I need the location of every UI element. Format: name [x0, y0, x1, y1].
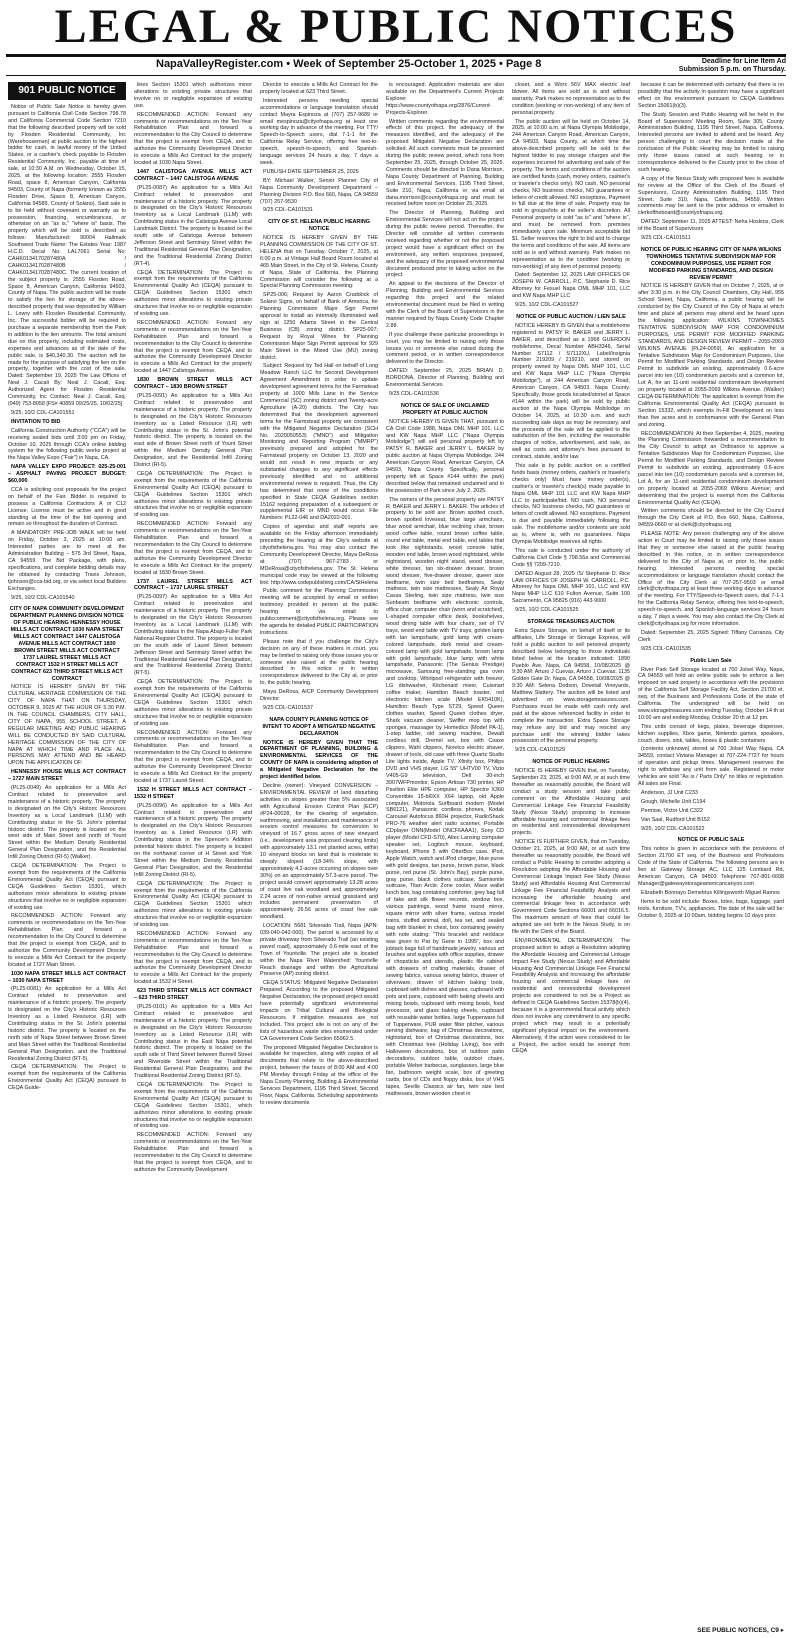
notice-paragraph: Extra Space Storage, on behalf of itself or its affiliates, Life Storage or Storage Express, will hold a public auction to sell personal property described below belonging to those individuals listed below at the location indicated: 1890 Pueblo Ave. Napa, CA 94558, 10/08/2025 @ 9:30 AM: Arturo J Cuevas, Arturo J Cuevas. 1135 Golden Gate Dr. Napa, CA 94558, 10/08/2025 @ 9:30 AM: Selena Dodson, Dovetail Vineyards, Matthew Slattery. The auction will be listed and advertised on www.storagetreasures.com. Purchases must be made with cash only and paid at the above referenced facility in order to complete the transaction. Extra Space Storage may refuse any bid and may rescind any purchase until the winning bidder takes possession of the personal property.	[512, 627, 630, 745]
notice-paragraph: NOTICE IS HEREBY GIVEN BY THE CULTURAL HERITAGE COMMISSION OF THE CITY OF NAPA THAT ON THURSDAY, OCTOBER 9, 2025 AT THE HOUR OF 5:30 P.M. IN THE COUNCIL CHAMBERS, CITY HALL, CITY OF NAPA, 955 SCHOOL STREET, A REGULAR MEETING AND PUBLIC HEARING WILL BE CONDUCTED BY SAID CULTURAL HERITAGE COMMISSION OF THE CITY OF NAPA AT WHICH TIME AND PLACE ALL PERSONS MAY ATTEND AND BE HEARD UPON THE APPLICATION OF:	[8, 684, 126, 767]
notice-paragraph: NOTICE IS HEREBY GIVEN that, on Tuesday, September 23, 2025, at 9:00 AM, or at such time thereafter as reasonably possible, the Board will conduct a study session and take public comment on the Affordable Housing and Commercial Linkage Fee Financial Feasibility Study (Nexus Study) proposing to increase affordable housing and commercial linkage fees on residential and nonresidential development projects.	[512, 768, 630, 837]
notice-paragraph: 1737 LAUREL STREET MILLS ACT CONTRACT – 1737 LAUREL STREET	[134, 578, 252, 592]
notice-paragraph: NOTICE IS HEREBY GIVEN that on October 7, 2025, at or after 3:30 p.m. in the City Council Chambers, City Hall, 955 School Street, Napa, California, a public hearing will be conducted by the City Council of the City of Napa at which time and place all persons may attend and be heard upon the following application: WILKINS TOWNHOMES TENTATIVE SUBDIVISION MAP FOR CONDOMINIUM PURPOSES, USE PERMIT FOR MODIFIED PARKING STANDARDS, AND DESIGN REVIEW PERMIT – 2055-2069 WILKINS AVENUE (PL24-0059). An application for a Tentative Subdivision Map for Condominium Purposes, Use Permit for Modified Parking Standards, and Design Review Permit to subdivide an existing, approximately 0.6-acre parcel into ten (10) condominium parcels and a common lot, Lot A, for an 11-unit residential condominium development on property located at 2055-2069 Wilkins Avenue. (Walker) CEQA DETERMINATION: The application is exempt from the California Environmental Quality Act (CEQA) pursuant to Section 15332, which exempts In-Fill Development on less than five acres and in conformance with the General Plan and zoning.	[638, 283, 784, 428]
notice-paragraph: NOTICE IS HEREBY GIVEN BY THE PLANNING COMMISSION OF THE CITY OF ST. HELENA that on Tuesday, October 7, 2025, at 6:00 p.m. at Vintage Hall Board Room located at 465 Main Street, in the City of St. Helena, County of Napa, State of California, the Planning Commission will consider the following at a Special Planning Commission meeting:	[260, 235, 378, 290]
notice-paragraph: The public auction will be held on October 14, 2025, at 10:00 a.m. at Napa Olympia Mobilodge, 244 American Canyon Road, American Canyon, CA 94503, Napa County, at which time the above-described property will be sold to the highest bidder to pay storage charges and the expenses incurred for advertising and sale of the property. The terms and conditions of the auction are certified funds (cash, money orders, cashier's or traveler's checks only). NO cash, NO personal checks, NO business checks, NO guarantees or letters of credit allowed. NO exceptions. Payment in full due at the time of sale. Property may be sold in groups/lots at the seller's discretion. All Personal property is sold "as is" and "where is", and must be removed from premises immediately upon sale. Minimum acceptable bid $1. Seller reserves the right to bid and to change the terms and conditions of the sale. All items are sold as is and without warranty. Park makes no representation as to the condition (working or non-working) of any item of personal property.	[512, 118, 630, 270]
notice-paragraph: RECOMMENDED ACTION: Forward any comments or recommendations on the Ten-Year Rehabilitation Plan and forward a recommendation to the City Council to determine that the project is exempt from CEQA, and to authorize the Community Development Director to execute a Mills Act Contract for the property located at 1727 Main Street.	[8, 913, 126, 968]
column-2	[134, 82, 252, 1628]
notice-heading: NOTICE OF SALE OF UNCLAIMED PROPERTY AT PUBLIC AUCTION	[400, 402, 490, 416]
deadline-note	[679, 58, 786, 74]
notice-paragraph: Notice of Public Sale Notice is hereby given pursuant to California Civil Code Section 798.78 and California Commercial Code Section 7210 that the following described property will be sold by Flosden Residential Community, Inc (Warehouseman) at public auction to the highest bidder for cash, in lawful money of the United States, or a cashier's check payable to Flosden Residential Community, Inc. payable at time of sale, at 10:30 A.M. on Wednesday, October 15, 2025, at the following location: 2555 Flosden Road, space 8, American Canyon, California 94503, County of Napa (formerly known as 2555 Flosden Drive, Space 8, American Canyon, California 94589, County of Solano). Said sale is to be held without covenant or warranty as to possession, financing, encumbrances, or otherwise on an "as is," "where is" basis. The property which will be sold is described as follows: Manufactured: 90004 Hallmark Southwest Trade Name: The Estates Year: 1987 H.C.D. Decal No: LAL7061 Serial No: CAHK0134170287480A / CAHK0134170287480B / CAHK0134170287480C. The current location of the subject property is: 2555 Flosden Road, Space 8, American Canyon, California 94503, County of Napa. The public auction will be made to satisfy the lien for storage of the above-described property that was deposited by William L. Lowry with Flosden Residential Community, Inc. The successful bidder will be required to purchase a separate membership from the Park in addition to the lien amounts. The total amount due on this property, including estimated costs, expenses and advances as of the date of the public sale, is $40,340.30. The auction will be made for the purpose of satisfying the lien on the property, together with the cost of the sale. Dated: September 19, 2025 The Law Offices of Neal J. Cacali By: Neal J. Cacali, Esq. Authorized Agent for Flosden Residential Community, Inc Contact: Neal J. Cacali, Esq. (949) 753-8058 [FS# 40859 09/25/25, 10/02/25]	[8, 104, 126, 407]
notice-paragraph: CEQA DETERMINATION: The Project is exempt from the requirements of the California Environmental Quality Act (CEQA) pursuant to CEQA Guidelines Section 15301 which authorizes minor alterations to existing private structures that involve no or negligible expansion of existing use.	[134, 470, 252, 519]
notice-paragraph: (PL25-0049) An application for a Mills Act Contract related to preservation and maintenance of a historic property. The property is designated on the City's Historic Resources Inventory as a Local Landmark (LLM) with Contributing status in the St. John's potential historic district. The property is located on the west side of Main Street and north of Yount Street within the Medium Density Residential General Plan Designation, and the Residential Infill Zoning District (RI-5) (Walker).	[8, 785, 126, 861]
notice-paragraph: Subject: Request by Ted Hall on behalf of Long Meadow Ranch LLC for Second Development Agreement Amendment in order to update development agreement terms for the Farmstead property at 1000 Mills Lane in the Service Commercial (SC) zoning district and Twenty-acre Agriculture (A-20) districts. The City has determined that the development agreement terms for the Farmstead property are consistent with the Mitigated Negative Declaration (SCH No. 2020050553) ("MND") and Mitigation Monitoring and Reporting Program ("MMRP") previously prepared and adopted for the Farmstead property on October 13, 2020 and would not result in new impacts or any substantial changes to any significant effects previously identified and no additional environmental review is required. Thus, the City has determined that none of the conditions specified in State CEQA Guidelines section 15162 requiring preparation of a subsequent or supplemental EIR or MND would occur. File Numbers: PL22-046 and DA2022-001.	[260, 363, 378, 522]
notice-paragraph: Anderson, JJ Unit C233	[641, 789, 698, 796]
notice-paragraph: PUBLISH DATE SEPTEMBER 25, 2025	[263, 168, 359, 175]
notice-paragraph: INVITATION TO BID	[11, 418, 61, 425]
notice-paragraph: Dated: September 12, 2025 LAW OFFICES OF JOSEPH W. CARROLL, P.C. Stephanie D. Rice Attorney for Fesuel Napa OML MHP 101, LLC and KW Napa MHP LLC	[512, 272, 630, 300]
notice-heading: CITY OF ST. HELENA PUBLIC HEARING NOTICE	[268, 219, 370, 233]
column-4	[386, 82, 504, 1628]
notice-paragraph: An appeal to the decisions of the Director of Planning, Building and Environmental Services regarding this project and the related environmental document must be filed in writing with the Clerk of the Board of Supervisors in the manner required by Napa County Code Chapter 2.88.	[386, 281, 504, 329]
notice-paragraph: Written comments regarding the environmental effects of this project, the adequacy of the measures identified, and the adequacy of the proposed Mitigated Negative Declaration are solicited. All such comments must be presented during the public review period, which runs from September 25, 2025, through October 25, 2025. Comments should be directed to Dana Morrison, Napa County Department of Planning, Building and Environmental Services, 1195 Third Street, Suite 210, Napa, California or via email at dana.morrison@countyofnapa.org and must be received before noon on October 25, 2025.	[386, 118, 504, 208]
notice-paragraph: The proposed Mitigated Negative Declaration is available for inspection, along with copies of all documents that relate to the above-described project, between the hours of 8:00 AM and 4:00 PM Monday through Friday at the office of the Napa County Planning, Building & Environmental Services Department, 1195 Third Street, Second Floor, Napa, California. Scheduling appointments to review documents	[260, 1044, 378, 1106]
notice-paragraph: is encouraged. Application materials are also available on the Department's Current Projects Explorer at: https://www.countyofnapa.org/2876/Current-Projects-Explorer.	[386, 82, 504, 116]
notice-paragraph: A MANDATORY PRE-JOB WALK will be held on Friday, October 3, 2025 at 10:00 am. Interested parties are to meet at the Administration Building – 575 3rd Street, Napa, CA 94559. The Bid Package, with plans, specifications, and complete bidding details may be obtained by contacting Travis Johnson, tjohnson@cca-bid.org, or via select local Builders Exchanges.	[8, 530, 126, 592]
notice-paragraph: A copy of the Nexus Study with proposed fees is available for review at the Office of the Clerk of the Board of Supervisors, County Administration Building, 1195 Third Street, Suite 310, Napa, California, 94559. Written comments may be sent to the prior address or emailed to clerkoftheboard@countyofnapa.org.	[638, 175, 784, 217]
masthead	[0, 0, 792, 73]
notice-paragraph: 1447 CALISTOGA AVENUE MILLS ACT CONTRACT – 1447 CALISTOGA AVENUE	[134, 168, 252, 182]
notice-paragraph: RECOMMENDED ACTION: Forward any comments or recommendations on the Ten-Year Rehabilitation Plan and forward a recommendation to the City Council to determine that the project is exempt from CEQA, and to authorize the Community Development Director to execute a Mills Act Contract for the property located at 1447 Calistoga Avenue.	[134, 319, 252, 375]
notice-paragraph: Dated: September 25, 2025 Signed: Tiffany Carranza, City Clerk	[638, 629, 784, 643]
notice-paragraph: 9/25 CDL-CA101531	[263, 207, 314, 214]
notice-paragraph: PLEASE NOTE: Any person challenging any of the above action in Court may be limited to raising only those issues that they or someone else raised at the public hearing described in this notice, or in written correspondence delivered to the City of Napa at, or prior to, the public hearing. Interested persons needing special accommodations or language translation should contact the Office of the City Clerk at 707-257-9503 or email clerk@cityofnapa.org at least three working days in advance of the meeting. For TTY/Speech-to-Speech users, dial 7-1-1 for the California Relay Service, offering free text-to-speech, speech-to-speech, and Spanish-language services 24 hours a day, 7 days a week. You may also contact the City Clerk at clerk@cityofnapa.org for more information.	[638, 531, 784, 627]
notice-paragraph: Written comments should be directed to the City Council through the City Clerk at P.O. Box 660, Napa, California, 94559-0660 or at clerk@cityofnapa.org	[638, 508, 784, 529]
notice-paragraph: Elizabeth Bonnayo Demetrius Killingsworth Miguel Ramos	[641, 889, 780, 896]
masthead-rule-bottom	[6, 75, 786, 76]
notice-paragraph: RECOMMENDED ACTION: Forward any comments or recommendations on the Ten-Year Rehabilitation Plan and forward a recommendation to the City Council to determine that the project is exempt from CEQA, and to authorize the Community Development Director to execute a Mills Act Contract for the property located at 1532 H Street.	[134, 930, 252, 986]
notice-paragraph: 9/25 CDL-CA101511	[641, 235, 691, 242]
notice-heading: NOTICE OF PUBLIC HEARING	[532, 759, 610, 766]
column-5	[512, 82, 630, 1628]
notice-heading: NOTICE OF PUBLIC HEARING CITY OF NAPA WILKINS TOWNHOMES TENTATIVE SUBDIVISION MAP FOR CONDOMINIUM PURPOSES, USE PERMIT FOR MODIFIED PARKING STANDARDS, AND DESIGN REVIEW PERMIT	[640, 246, 782, 281]
column-6	[638, 82, 784, 1628]
notice-paragraph: River Park Self Storage located at 700 Jolsel Way, Napa, CA 94559 will hold an online public sale to enforce a lien imposed on said property in accordance with the provisions of the California Self Storage Facility Act, Section 21700 et. seq. of the Business and Professions Code of the state of California. The undersigned will be held on www.storagetreasures.com ending Tuesday, October 14 th at 10:00 am and ending Monday, October 20 th at 12 pm.	[638, 666, 784, 721]
notice-paragraph: Permise, Victor Unit C322	[641, 807, 703, 814]
notice-paragraph: CEQA DETERMINATION: The Project is exempt from the requirements of the California Environmental Quality Act (CEQA) pursuant to CEQA Guidelines Section 15301 which authorizes minor alterations to existing private structures that involve no or negligible expansion of existing use.	[134, 880, 252, 929]
notice-paragraph: closet, and a Worx 56V MAX electric leaf blower. All items are sold as is and without warranty. Park makes no representation as to the condition (working or non-working) of any item of personal property.	[512, 82, 630, 116]
notice-heading: NAPA COUNTY PLANNING NOTICE OF INTENT TO ADOPT A MITIGATED NEGATIVE DECLARATION	[262, 716, 376, 737]
section-banner: 901 PUBLIC NOTICE	[8, 82, 126, 100]
notice-paragraph: NOTICE HEREBY IS GIVEN that a mobilehome registered to PATSY R. BAKER and JERRY L. BAKER, and described as a 1968 GUERDON mobilehome, Decal Number ABH3346, Serial Number S7112 / S7112XU, Label/Insignia Number 219209 / 219210, and stored on property owned by Napa OML MHP 101, LLC and KW Napa MHP LLC ("Napa Olympia Mobilodge"), at 244 American Canyon Road, American Canyon, CA 94503, Napa County. Specifically, those goods located/stored at Space #144 within the park) will be sold by public auction at the Napa Olympia Mobilodge on October 14, 2025, at 10:30 a.m. and such succeeding sale days as may be necessary, and the proceeds of the sale will be applied to the satisfaction of the lien, including the reasonable charges of notice, advertisement, and sale, as well as costs and attorney's fees pursuant to contract, statute, and/or law.	[512, 322, 630, 461]
notice-paragraph: HENNESSY HOUSE MILLS ACT CONTRACT – 1727 MAIN STREET	[8, 769, 126, 783]
notice-heading: CITY OF NAPA COMMUNITY DEVELOPMENT DEPARTMENT PLANNING DIVISION NOTICE OF PUBLIC HEARING HENNESSY HOUSE MILLS ACT CONTRACT 1030 NAPA STREET MILLS ACT CONTRACT 1447 CALISTOGA AVENUE MILLS ACT CONTRACT 1830 BROWN STREET MILLS ACT CONTRACT 1737 LAUREL STREET MILLS ACT CONTRACT 1532 H STREET MILLS ACT CONTRACT 623 THIRD STREET MILLS ACT CONTRACT	[9, 606, 125, 682]
notice-paragraph: CEQA DETERMINATION: The Project is exempt from the requirements of the California Environmental Quality Act (CEQA) pursuant to CEQA Guide-	[8, 1064, 126, 1092]
notice-paragraph: 1830 BROWN STREET MILLS ACT CONTRACT – 1830 BROWN STREET	[134, 377, 252, 391]
notice-paragraph: This notice is given in accordance with the provisions of Section 21700 ET seq. of the Business and Professions Code of the State of California. The following persons are in lien at: Gateway Storage AC, LLC 125 Lombard Rd, American Canyon, CA 94503 Telephone 707-801-0608 Manager@gatewaystorageamericancanyon.com	[638, 846, 784, 887]
notice-paragraph: This sale is by public auction on a certified funds basis (money orders, cashier's or traveler's checks only) Must have money order(s), cashier's or traveler's check(s) made payable to Napa OML MHP 101 LLC and KW Napa MHP LLC to participate/bid. NO cash, NO personal checks, NO business checks, NO guarantees or letters of credit allowed. NO exceptions. Payment is due and payable immediately following the sale. The mobilehome and/or contents are sold as is, where is, with no guarantees. Napa Olympia Mobilodge reserves all rights.	[512, 463, 630, 545]
notice-paragraph: Copies of agendas and staff reports are available on the Friday afternoon immediately preceding the hearing at the City's website at cityofsthelena.gov. You may also contact the Community Development Director, Maya DeRosa at (707) 967-2783 or MDeRosa@cityofsthelena.gov. The St. Helena municipal code may be viewed at the following link: http://www.codepublishing.com/CA/StHelena	[260, 524, 378, 586]
masthead-rule	[6, 54, 786, 57]
notice-paragraph: Please note that if you challenge the City's decision on any of these matters in court, you may be limited to raising only those issues you or someone else raised at the public hearing described in this notice or in written correspondence delivered to the City at, or prior to, the public hearing.	[260, 638, 378, 687]
notice-paragraph: 9/25 CDL-CA101536	[389, 390, 440, 397]
notice-heading: STORAGE TREASURES AUCTION	[527, 619, 615, 626]
notice-paragraph: 9/25, 10/2 CDL-CA101522	[641, 825, 705, 832]
notice-paragraph: (PL25-0101) An application for a Mills Act Contract related to preservation and maintenance of a historic property. The property is designated on the City's Historic Resources Inventory as a Listed Resource (LR) with Contributing status in the East Napa potential historic district. The property is located on the south side of Third Street between Burnell Street and Riverside Street within the Traditional Residential General Plan Designation, and the Traditional Residential Zoning District (RT-5).	[134, 1004, 252, 1080]
notice-paragraph: Items to be sold include: Boxes, totes, bags, luggage, yard tools, furniture, TV's, appliances. The date of the sale will be: October 9, 2025 at 10:00am, bidding begins 10 days prior.	[638, 898, 784, 919]
notice-paragraph: 9/25 CDL-CA101537	[263, 704, 314, 711]
notice-paragraph: CEQA DETERMINATION: The Project is exempt from the requirements of the California Environmental Quality Act (CEQA) pursuant to CEQA Guidelines Section 15301 which authorizes minor alterations to existing private structures that involve no or negligible expansion of existing use.	[134, 679, 252, 727]
notice-paragraph: CEQA DETERMINATION: The Project is exempt from the requirements of the California Environmental Quality Act (CEQA) pursuant to CEQA Guidelines Section 15301, which authorizes minor alterations to existing private structures that involve no or negligible expansion of existing use.	[134, 1081, 252, 1130]
website-link[interactable]: NapaValleyRegister.com	[156, 58, 284, 70]
notice-paragraph: Director to execute a Mills Act Contract for the property located at 623 Third Street.	[260, 82, 378, 95]
notice-paragraph: CEQA DETERMINATION: The Project is exempt from the requirements of the California Environmental Quality Act (CEQA) pursuant to CEQA Guidelines Section 15301, which authorizes minor alterations to existing private structures that involve no or negligible expansion of existing use.	[8, 863, 126, 911]
notice-paragraph: CCA is soliciting cost proposals for the project on behalf of the Fair. Bidder is required to possess a California Contractors A or C12 License. License must be active and in good standing at the time of the bid opening and remain so throughout the duration of Contract.	[8, 486, 126, 528]
masthead-subline	[6, 58, 786, 73]
notice-paragraph: (PL25-0087) An application for a Mills Act Contract related to preservation and maintenance of a historic property. The property is designated on the City's Historic Resources Inventory as a Local Landmark (LLM) with Contributing status in the Calistoga Avenue Local Landmark District. The property is located on the south side of Calistoga Avenue between Jefferson Street and Seminary Street within the Traditional Residential General Plan Designation, and the Traditional Residential Zoning District (RT-4).	[134, 184, 252, 267]
notice-paragraph: (contents unknown) stored at 700 Jolsel Way Napa, CA 94559, contact Viviana Manager at 707-224-7727 for hours of operation and pickup times. Management reserves the right to withdraw any unit from sale. Registered or motor vehicles are sold "As is / Parts Only" no titles or registration. All sales are Final.	[638, 746, 784, 787]
masthead-subline-text: NapaValleyRegister.com • Week of September 25-October 1, 2025 • Page 8	[156, 58, 542, 70]
notice-paragraph: RECOMMENDED ACTION: Forward any comments or recommendations on the Ten-Year Rehabilitation Plan and forward a recommendation to the City Council to determine that the project is exempt from CEQA, and to authorize the Community Development	[134, 1132, 252, 1173]
column-3	[260, 82, 378, 1628]
notice-paragraph: 9/25, 10/2 CDL-CA101551	[11, 409, 75, 416]
deadline-line-2: Submission 5 p.m. on Thursday.	[678, 66, 786, 73]
notice-heading: NOTICE OF PUBLIC AUCTION / LIEN SALE	[516, 314, 626, 320]
deadline-line-1: Deadline for Line Item Ad	[701, 58, 786, 65]
column-1	[8, 82, 126, 1628]
notice-paragraph: Van Saal, Rudford Unit B152	[641, 816, 710, 823]
notice-paragraph: Maya DeRosa, AICP Community Development Director	[260, 689, 378, 703]
notice-paragraph: (PL25-0091) An application for a Mills Act Contract related to preservation and maintenance of a historic property. The property is designated on the City's Historic Resources Inventory as a Listed Resource (LR) with Contributing status in the St. John's potential historic district. The property is located on the east side of Brown Street north of Yount Street within the Medium Density General Plan Designation, and the Residential Infill Zoning District (RI-5).	[134, 392, 252, 469]
notice-paragraph: 9/25, 10/2 CDL-CA101527	[515, 302, 579, 309]
notice-paragraph: (PL25-0081) An application for a Mills Act Contract related to preservation and maintenance of a historic property. The property is designated on the City's Historic Resources Inventory as a Listed Resource (LR) with Contributing status in the St. John's potential historic district. The property is located on the north side of Napa Street between Brown Street and Main Street within the Traditional Residential General Plan Designation, and the Traditional Residential Zoning District (RT-5).	[8, 986, 126, 1062]
notice-paragraph: 9/25 CDL-CA101535	[641, 645, 692, 652]
notice-paragraph: This units consist of kegs, plates, beverage dispenser, kitchen supplies, Xbox game, Nintendo games, speakers, couch, divers, sink, tables, boxes & plastic containers	[638, 723, 784, 744]
notice-paragraph: NOTICE HEREBY IS GIVEN THAT, pursuant to CA Civil Code 1988, Napa OML MHP 101, LLC and KW Napa MHP LLC ("Napa Olympia Mobilodge") will sell personal property left by PATSY R. BAKER and JERRY L. BAKER by public auction at Napa Olympia Mobilodge, 244 American Canyon Road, American Canyon, CA 94503, Napa County. Specifically, personal property left at Space #144 within the park) described below that remained unclaimed and in the possession of Park since July 2, 2025.	[386, 418, 504, 494]
notice-paragraph: 9/25, 10/2 CDL-CA101525	[515, 607, 579, 614]
notice-paragraph: (PL25-0097) An application for a Mills Act Contract related to preservation and maintenance of a historic property. The property is designated on the City's Historic Resources Inventory as a Local Landmark (LLM) with Contributing status in the Napa Abajo-Fuller Park National Register District. The property is located on the south side of Laurel Street between Jefferson Street and Seminary Street within the Traditional Residential General Plan Designation, and the Traditional Residential Zoning District (RT-5).	[134, 594, 252, 677]
notice-paragraph: NOTICE IS FURTHER GIVEN, that on Tuesday, October 21, 2025, at 9:00 AM, or at such time thereafter as reasonably possible, the Board will conduct a Public Hearing to consider adopting a Resolution adopting the Affordable Housing and Commercial Linkage Impact Fee Study (Nexus Study) and Affordable Housing And Commercial Linkage Fee Financial Feasibility Analysis and increasing the affordable housing and commercial linkage fees in accordance with Government Code Sections 66001 and 66016.5. The maximum amount of fees that could be adopted are set forth in the Nexus Study, is on file with the Clerk of the Board.	[512, 839, 630, 936]
notice-paragraph: The owners of the personal property are PATSY R. BAKER and JERRY L. BAKER. The articles of property to be sold are: Brown spotted couch, brown spotted loveseat, blue large armchairs, blue wood armchair, blue reclining chair, brown wood coffee table, round brown coffee table, round end table, metal end table, end tables that look like nightstands, wood console table, wooden end table, brown wood nightstand, white nightstand, wooden night stand, wood dresser, white dresser, tan six-drawer dresser, brown wood dresser, five-drawer dresser, queen size bedframe, twin size bed bedframes, Sealy mattress, twin size mattresses, Sealy Air Royal Cassa Sterling, twin size mattress, twin size Sunbeam bedframe with electronic controls, office chair, computer chair (worn and scratched), L-shaped computer office desk, bookshelves, wood dining table with four chairs, set of TV trays, wood end table with TV trays, golden lamp with tan lampshade, gold lamp with cream-colored lampshade, dark metal and cream-colored lamp with gold lampshade, brown lamp with gold lampshade, blue lamp with white lampshade, Panasonic (The Genius Prestige) microwave, Samsung free-standing gas oven and cooktop, Whirlpool refrigerator with freezer, LG dishwasher, Kitchenaid mixer, Cuisinart coffee maker, Hamilton Beach toaster, red electronic kitchen scale (Model EK5410K), Hamilton Beach Type ST29, Speed Queen clothes washer, Speed Queen clothes dryer, Shark vacuum cleaner, Swiffer mop top with sponges, massager by Homedics (Model PA-1), 1-step ladder, old sewing machine, Dewalt cordless drill, Dremel set, box with Coaxe clippers, Wahl clippers, Norelco electric shaver, drawer of tools, old case with three Quartz Studio Lite lights inside, Apple TV, Xfinity box, Philips DVD and VHS player, LG 55" UHTV00 TV, Vizio V405-G9 television, Dell 30-inch 3007WFPmonitor, Epson Artisan 730 printer, HP Pavilion Elite HPE computer, HP Spectre X360 Convertible 15-bl0XX X64 laptop, old Apple computer, Motorola Surfboard modem (Model SB6121), Panasonic cordless phones, Kodak Carousel Autofocus 860H projector, RadioShack PRO-76 weather alert radio scanner, Portable CDplayer ONN(Model ONCF6AAA1), Sony CD player (Model CFD-S70), Altec Lansing computer speaker set, Logitech mouse, keyboard, keyboard, iPhone 5 with OtterBox case, iPod, Apple Watch, watch and iPod charger, blue purse with gold designs, tan purse, brown purse, black purse, red purse (St. John's Bay), purple purse, gray purse, black clothes suitcase, Samsonite suitcase, Titan Arctic Zone cooler, Mace wallet lunch box, bag containing comforter, grey bag full of fake and silk flower records, window box, various paintings, wood frame round mirror, square mirror with silver frame, various model trains, stuffed animal, doll, tea set, and sealed bag with blanket in chest, box containing jewelry with note stating: "This bracelet and necklace was given to Pat by Gene in 1995", box and jobtack bags full of handmade jewelry, various art brushes and supplies with office supplies, drawer of chopsticks and utensils, plastic file cabinet with drawers of crafting materials, drawer of sewing fabrics, various sewing fabrics, drawer of silverware, drawer of kitchen baking tools, cupboard with dishes and glasses, cupboard with pots and pans, cupboard with baking sheets and mixing bowls, cupboard with mixing bowls, food processor, and glass baking sheets, cupboard with reusable water bottles, large Tupperware full of Tupperware, PUR water filter pitcher, various serving dishware, bag of Christmas decorations, nightstand, box of Christmas decorations, box with Christmas tree (Holiday Living), box with Halloween decorations, box of outdoor patio decorations, outdoor table, outdoor chairs, portable Weber barbecue, sunglasses, large blue fan, bathroom weight scale, box of greeting cards, box of CDs and floppy disks, box of VHS tapes, Seville Classics air fan, twin size bed mattresses, brown wooden chest in	[386, 496, 504, 1097]
notice-paragraph: BY: Michael Walker, Senior Planner City of Napa Community Development Department – Planning Division P.O. Box 660, Napa, CA 94559 (707) 257-9530	[260, 177, 378, 205]
page-number: Page 8	[505, 58, 542, 70]
notice-paragraph: Public comment for the Planning Commission meeting will be accepted by email or written testimony provided in person at the public hearing or via email to publiccomment@cityofsthelena.org. Please see the agenda for detailed PUBLIC PARTICIPATION instructions.	[260, 588, 378, 636]
notice-paragraph: SP25-006; Request by Aaron Craddock of Solano Signs, on behalf of Bank of America, for Planning Commission Major Sign Permit approval to install an internally illuminated wall sign at 1250 Adams Street in the Central Business (CB) zoning district. SP25-007; Request by Royal Wines for Planning Commission Major Sign Permit approval for 929 Main Street in the Mixed Use (MU) zoning district.	[260, 292, 378, 361]
notice-paragraph: California Construction Authority ("CCA") will be receiving sealed bids until 3:00 pm on Friday, October 10, 2025 through CCA's online bidding system for the following public works project at the Napa Valley Expo ("Fair") in Napa, CA.	[8, 427, 126, 462]
notice-heading: Public Lien Sale	[690, 657, 732, 664]
masthead-title: LEGAL & PUBLIC NOTICES	[54, 0, 738, 53]
notice-paragraph: If you challenge these particular proceedings in court, you may be limited to raising only those issues you or someone else raised during the comment period, or in written correspondence delivered to the Director.	[386, 331, 504, 366]
week-info: Week of September 25-October 1, 2025	[293, 58, 496, 70]
notice-paragraph: 1532 H STREET MILLS ACT CONTRACT – 1532 H STREET	[134, 786, 252, 800]
see-more-link[interactable]: SEE PUBLIC NOTICES, C9 ▸	[697, 1627, 784, 1634]
notice-paragraph: CEQA DETERMINATION: The Project is exempt from the requirements of the California Environmental Quality Act (CEQA) pursuant to CEQA Guidelines Section 15301 which authorizes minor alterations to existing private structures that involve no or negligible expansion of existing use.	[134, 269, 252, 317]
notice-paragraph: LOCATION: 5681 Silverado Trail, Napa (APN: 039-040-042-000). The parcel is accessed by a private driveway from Silverado Trail (an existing paved road), approximately 0.6-mile east of the Town of Yountville. The project site is located within the Napa River Watershed: Yountville Reach drainage and within the Agricultural Preserve (AP) zoning district.	[260, 923, 378, 978]
notice-paragraph: This sale is conducted under the authority of California Civil Code § 798.56a and Commercial Code §§ 7209-7210.	[512, 547, 630, 568]
notice-paragraph: because it can be determined with certainty that there is no possibility that the activity in question may have a significant effect on the environment pursuant to CEQA Guidelines Section 15061(b)(3).	[638, 82, 784, 109]
notice-paragraph: RECOMMENDED ACTION: Forward any comments or recommendations on the Ten-Year Rehabilitation Plan and forward a recommendation to the City Council to determine that the project is exempt from CEQA, and to authorize the Community Development Director to execute a Mills Act Contract for the property located at 1737 Laurel Street.	[134, 729, 252, 784]
notice-paragraph: RECOMMENDATION: At their September 4, 2025, meeting the Planning Commission forwarded a recommendation to the City Council to adopt an Ordinance to approve a Tentative Subdivision Map for Condominium Purposes, Use Permit for Modified Parking Standards, and Design Review Permit to subdivide an existing, approximately 0.6-acre parcel into ten (10) condominium parcels and a common lot, Lot A, for an 11-unit residential condominium development on property located at 2055-2069 Wilkins Avenue; and determining that the project is exempt from the California Environmental Quality Act (CEQA).	[638, 430, 784, 506]
notice-paragraph: NAPA VALLEY EXPO PROJECT: 025-25-001 – ASPHALT PAVING PROJECT BUDGET: $60,000	[8, 464, 126, 485]
notice-paragraph: (PL25-0096) An application for a Mills Act Contract related to preservation and maintenance of a historic property. The property is designated on the City's Historic Resources Inventory as a Listed Resource (LR) with Contributing status in the Spencer's Addition potential historic district. The property is located on the northwest corner of H Street and York Street within the Medium Density Residential General Plan Designation, and the Residential Infill Zoning District (RI-5).	[134, 802, 252, 878]
notice-paragraph: DATED: September 11, 2025 ATTEST: Neha Hoskins, Clerk of the Board of Supervisors	[638, 219, 784, 233]
notice-paragraph: The Study Session and Public Hearing will be held in the Board of Supervisors' Meeting Room, Suite 305, County Administration Building, 1195 Third Street, Napa, California. Interested persons are invited to attend and be heard. Any person challenging in court the decision made at the conclusion of the Public Hearing may be limited to raising only those issues raised at such hearing or in correspondence delivered to the County prior to the close of such hearing.	[638, 111, 784, 173]
notice-paragraph: Gough, Michelle Unit C194	[641, 798, 706, 805]
notice-paragraph: NOTICE IS HEREBY GIVEN THAT THE DEPARTMENT OF PLANNING, BUILDING & ENVIRONMENTAL SERVICES OF THE COUNTY OF NAPA is considering adoption of a Mitigated Negative Declaration for the project identified below.	[260, 739, 378, 781]
notice-paragraph: 9/25, 10/2 CDL-CA101540	[11, 594, 75, 601]
notice-paragraph: ENVIRONMENTAL DETERMINATION: The proposed action to adopt a Resolution adopting the Affordable Housing and Commercial Linkage Impact Fee Study (Nexus Study) and Affordable Housing And Commercial Linkage Fee Financial Feasibility Analysis and increasing the affordable housing and commercial linkage fees on residential and nonresidential development projects are considered to not be a Project as defined in CEQA Guidelines Section 15378(b)(4), because it is a governmental fiscal activity which does not involve any commitment to any specific project which may result in a potentially significant physical impact on the environment. Alternatively, if the action were considered to be a Project, the action would be exempt from CEQA	[512, 937, 630, 1055]
notice-paragraph: 9/25 CDL-CA101529	[515, 747, 566, 754]
notice-paragraph: DATED August 28, 2025 /S/ Stephanie D. Rice LAW OFFICES OF JOSEPH W. CARROLL, P.C. Attorney for Napa OML MHP 101, LLC and KW Napa MHP LLC 610 Fulton Avenue, Suite 100 Sacramento, CA 95825 (916) 443-9000	[512, 570, 630, 605]
notice-paragraph: DATED: September 25, 2025 BRIAN D. BORDONA, Director of Planning, Building and Environmental Services	[386, 368, 504, 389]
notice-paragraph: lines Section 15301 which authorizes minor alterations to existing private structures that involve no or negligible expansion of existing use.	[134, 82, 252, 109]
notice-heading: NOTICE OF PUBLIC SALE	[677, 837, 745, 844]
notice-paragraph: RECOMMENDED ACTION: Forward any comments or recommendations on the Ten-Year Rehabilitation Plan and forward a recommendation to the City Council to determine that the project is exempt from CEQA, and to authorize the Community Development Director to execute a Mills Act Contract for the property located at 1030 Napa Street.	[134, 111, 252, 166]
notice-paragraph: CEQA STATUS: Mitigated Negative Declaration Prepared. According to the proposed Mitigated Negative Declaration, the proposed project would have potentially significant environmental impacts on Tribal Cultural and Biological Resources. If mitigation measures are not included. This project site is not on any of the lists of hazardous waste sites enumerated under CA Government Code Section 65962.5.	[260, 980, 378, 1042]
notice-paragraph: 1030 NAPA STREET MILLS ACT CONTRACT – 1030 NAPA STREET	[8, 970, 126, 984]
notice-paragraph: The Director of Planning, Building and Environmental Services will not act on the project during the public review period. Thereafter, the Director will consider all written comments received regarding whether or not the proposed project would have a significant effect on the environment, any written responses prepared, and the adequacy of the proposed environmental document produced prior to taking action on the project.	[386, 210, 504, 279]
notice-paragraph: RECOMMENDED ACTION: Forward any comments or recommendations on the Ten-Year Rehabilitation Plan and forward a recommendation to the City Council to determine that the project is exempt from CEQA, and to authorize the Community Development Director to execute a Mills Act Contract for the property located at 1830 Brown Street.	[134, 521, 252, 576]
notice-paragraph: 623 THIRD STREET MILLS ACT CONTRACT – 623 THIRD STREET	[134, 988, 252, 1002]
notice-paragraph: Interested persons needing special accommodations or language translation should contact Mayra Espinoza at (707) 257-9689 or email mespinoza@cityofnapa.org at least one working day in advance of the meeting. For TTY/ Speech-to-Speech users, dial 7-1-1 for the California Relay Service, offering free text-to-speech, speech-to-speech, and Spanish-language services 24 hours a day, 7 days a week.	[260, 97, 378, 166]
notice-paragraph: Decline (owner): Vineyard CONVERSION – ENVIRONMENTAL REVIEW of land disturbing activities on slopes greater than 5% associated with Agricultural Erosion Control Plan (ECP) #P24-00028, for the clearing of vegetation, earthmoving, and installation and maintenance of erosion control measures for conversion to vineyard of 16.7 gross acres of new vineyard (i.e., development area proposed clearing limits) with approximately 13.1 net planted acres, within 10 vineyard blocks on land that is moderate to steeply sloped (18-34% slope, with approximately 4.2-acres occurring on slopes over 30%) on an approximately 57.3-acre parcel. The project would convert approximately 13.28 acres of coast live oak woodland and approximately 2.24 acres of non-native annual grassland and includes permanent preservation of approximately 26.56 acres of coast live oak woodland.	[260, 783, 378, 921]
